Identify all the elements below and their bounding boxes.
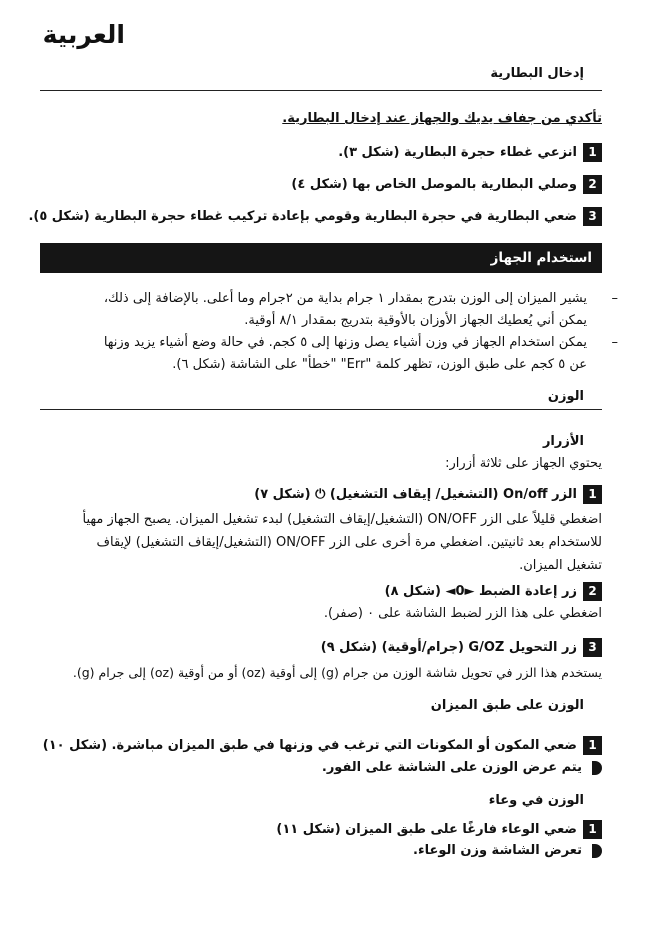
battery-step-1: 1انزعي غطاء حجرة البطارية (شكل ٣).	[338, 143, 602, 162]
weighing-heading: الوزن	[547, 389, 584, 404]
button-item-1: 1الزر On/off (التشغيل/ إيقاف التشغيل) ⏻ (شكل ٧)	[254, 485, 602, 504]
container-step: 1ضعي الوعاء فارغًا على طبق الميزان (شكل ١١)	[276, 820, 602, 839]
dash-marker: –	[611, 335, 618, 350]
step-number: 1	[583, 485, 602, 504]
buttons-heading: الأزرار	[542, 434, 584, 449]
dash-marker: –	[611, 291, 618, 306]
step-number: 2	[583, 175, 602, 194]
section-bar: استخدام الجهاز	[40, 243, 602, 273]
usage-point-line: يشير الميزان إلى الوزن بتدرج بمقدار ١ جرام بداية من ٢جرام وما أعلى. بالإضافة إلى ذلك،	[103, 291, 587, 306]
buttons-intro: يحتوي الجهاز على ثلاثة أزرار:	[445, 456, 602, 471]
step-number: 1	[583, 820, 602, 839]
step-number: 1	[583, 143, 602, 162]
usage-point-line: يمكن استخدام الجهاز في وزن أشياء يصل وزنها إلى ٥ كجم. في حالة وضع أشياء يزيد وزنها	[103, 335, 587, 350]
step-number: 1	[583, 736, 602, 755]
item-1-text: اضغطي قليلاً على الزر ON/OFF (التشغيل/إيقاف التشغيل) لبدء تشغيل الميزان. يصبح الجهاز مهيأ	[82, 512, 602, 527]
container-result: تعرض الشاشة وزن الوعاء.	[413, 843, 602, 858]
battery-step-3: 3ضعي البطارية في حجرة البطارية وقومي بإعادة تركيب غطاء حجرة البطارية (شكل ٥).	[28, 207, 602, 226]
divider	[40, 90, 602, 91]
usage-point-line: يمكن أني يُعطيك الجهاز الأوزان بالأوقية بتدريج بمقدار ٨/١ أوقية.	[244, 313, 587, 328]
plate-result: يتم عرض الوزن على الشاشة على الفور.	[322, 760, 602, 775]
button-item-2: 2زر إعادة الضبط ►0◄ (شكل ٨)	[385, 582, 602, 601]
item-2-text: اضغطي على هذا الزر لضبط الشاشة على ٠ (صفر).	[323, 606, 602, 621]
item-1-text: تشغيل الميزان.	[519, 558, 602, 573]
battery-note: تأكدي من جفاف يديك والجهاز عند إدخال البطارية.	[282, 111, 602, 126]
button-item-3: 3زر التحويل G/OZ (جرام/أوقية) (شكل ٩)	[321, 638, 602, 657]
item-1-text: للاستخدام بعد ثانيتين. اضغطي مرة أخرى على الزر ON/OFF (التشغيل/إيقاف التشغيل) لإيقاف	[96, 535, 602, 550]
step-number: 3	[583, 207, 602, 226]
item-3-text: يستخدم هذا الزر في تحويل شاشة الوزن من جرام (g) إلى أوقية (oz) أو من أوقية (oz) إلى جرام (g).	[72, 665, 602, 680]
usage-point-line: عن ٥ كجم على طبق الوزن، تظهر كلمة "Err" "خطأ" على الشاشة (شكل ٦).	[172, 357, 587, 372]
step-number: 3	[583, 638, 602, 657]
container-heading: الوزن في وعاء	[488, 793, 584, 808]
step-number: 2	[583, 582, 602, 601]
language-title: العربية	[42, 20, 125, 49]
battery-step-2: 2وصلي البطارية بالموصل الخاص بها (شكل ٤)	[291, 175, 602, 194]
battery-heading: إدخال البطارية	[490, 66, 584, 81]
plate-step: 1ضعي المكون أو المكونات التي ترغب في وزنها في طبق الميزان مباشرة. (شكل ١٠)	[43, 736, 602, 755]
result-bullet-icon	[592, 761, 602, 775]
plate-heading: الوزن على طبق الميزان	[430, 698, 584, 713]
result-bullet-icon	[592, 844, 602, 858]
divider	[40, 409, 602, 410]
